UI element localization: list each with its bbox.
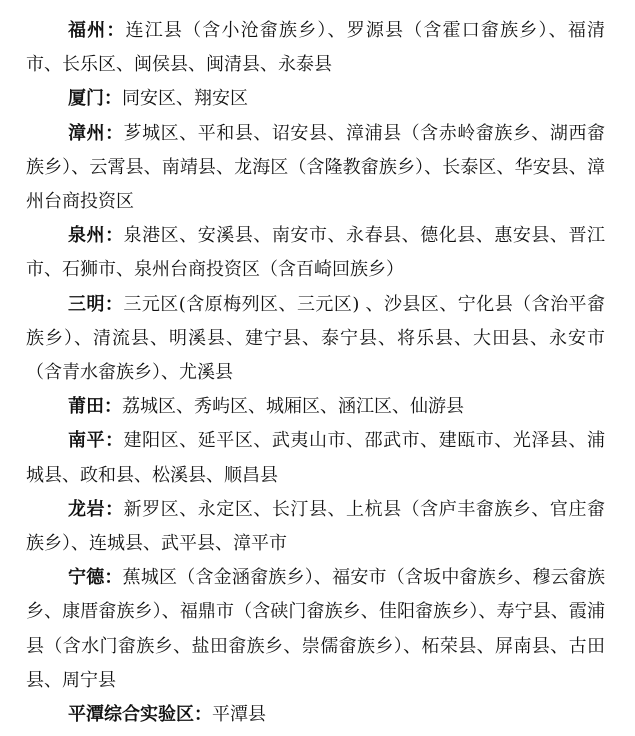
region-entry-putian <box>26 390 605 424</box>
region-counties: 新罗区、永定区、长汀县、上杭县（含庐丰畲族乡、官庄畲族乡）、连城县、武平县、漳平市 <box>26 498 605 555</box>
region-entry-ningde <box>26 561 605 698</box>
region-counties: 蕉城区（含金涵畲族乡）、福安市（含坂中畲族乡、穆云畲族乡、康厝畲族乡）、福鼎市（含硖门畲族乡、佳阳畲族乡）、寿宁县、霞浦县（含水门畲族乡、盐田畲族乡、崇儒畲族乡）、柘荣县、屏南县、古田县、周宁县 <box>26 567 606 691</box>
region-name: 漳州： <box>68 122 124 144</box>
region-counties: 三元区(含原梅列区、三元区) 、沙县区、宁化县（含治平畲族乡）、清流县、明溪县、建宁县、泰宁县、将乐县、大田县、永安市（含青水畲族乡）、尤溪县 <box>26 293 606 384</box>
region-entry-quanzhou <box>26 219 605 287</box>
region-counties: 建阳区、延平区、武夷山市、邵武市、建瓯市、光泽县、浦城县、政和县、松溪县、顺昌县 <box>26 430 605 486</box>
region-name: 南平： <box>68 430 124 452</box>
region-counties: 平潭县 <box>212 704 266 726</box>
region-name: 三明： <box>68 293 124 315</box>
region-entry-longyan <box>26 493 605 561</box>
region-counties: 同安区、翔安区 <box>122 88 248 110</box>
region-counties: 连江县（含小沧畲族乡）、罗源县（含霍口畲族乡）、福清市、长乐区、闽侯县、闽清县、永泰县 <box>26 20 606 76</box>
region-name: 宁德： <box>68 567 123 589</box>
region-entry-xiamen <box>26 82 605 116</box>
region-counties: 泉港区、安溪县、南安市、永春县、德化县、惠安县、晋江市、石狮市、泉州台商投资区（含百崎回族乡） <box>26 225 605 281</box>
region-name: 莆田： <box>68 396 122 418</box>
region-name: 龙岩： <box>68 498 124 520</box>
region-name: 泉州： <box>68 225 124 247</box>
region-entry-nanping <box>26 424 605 492</box>
region-counties: 荔城区、秀屿区、城厢区、涵江区、仙游县 <box>122 396 464 418</box>
region-entry-sanming <box>26 288 605 391</box>
region-name: 厦门： <box>68 88 122 110</box>
region-entry-pingtan <box>26 698 605 732</box>
region-counties: 芗城区、平和县、诏安县、漳浦县（含赤岭畲族乡、湖西畲族乡）、云霄县、南靖县、龙海区（含隆教畲族乡）、长泰区、华安县、漳州台商投资区 <box>26 122 605 213</box>
region-name: 福州： <box>68 20 126 41</box>
region-entry-zhangzhou <box>26 117 605 220</box>
region-name: 平潭综合实验区： <box>68 704 212 726</box>
region-entry-fuzhou <box>26 14 605 82</box>
